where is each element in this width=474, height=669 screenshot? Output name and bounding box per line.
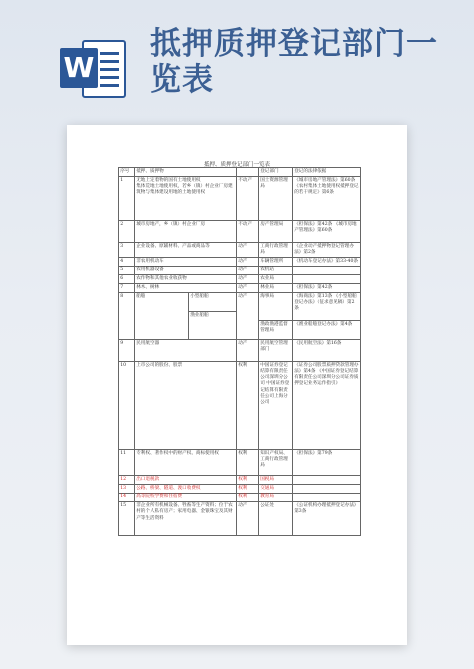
table-row: 12 出口退税款 权利 国税局 xyxy=(119,475,361,484)
table-row: 7 林木、树林 动产 林业局 《担保法》第42条 xyxy=(119,284,361,293)
col-header-dept: 登记部门 xyxy=(259,168,293,177)
table-row: 11 专利权、著作权中的财产权、商标使用权 权利 知识产权局、工商行政管理局 《担保法》第79条 xyxy=(119,449,361,475)
table-row: 3 企业设备、原辅材料、产品或商品等 动产 工商行政管理局 《企业动产抵押物登记管理办法》第2条 xyxy=(119,242,361,257)
word-letter-icon: W xyxy=(60,48,98,88)
col-header-item: 抵押、质押物 xyxy=(135,168,237,177)
table-header-row xyxy=(119,168,361,177)
registration-table xyxy=(118,167,361,536)
table-row: 10 上市公司的股份、股票 权利 中国证券登记结算有限责任公司深圳分公司 中国证券登记结算有限责任公司上海分公司 《证券公司股票质押贷款管理办法》第4条 《中国证券登记结算有限责任公司深圳分公司证券质押登记业务运作指引》 xyxy=(119,361,361,449)
table-row: 4 非农用机动车 动产 车辆管理所 《机动车登记办法》第33-40条 xyxy=(119,257,361,266)
table-row: 13 公路、桥梁、隧道、渡口收费权 权利 交通局 xyxy=(119,484,361,493)
table-row: 1 无地上定着物的国有土地使用权 集体荒地土地使用权，若乡（镇）村企业厂房建筑物与集体建设用地的土地使用权 不动产 国土资源管理局 《城市房地产管理法》第60条 《农村集体土地使用权抵押登记的若干规定》第6条 xyxy=(119,176,361,220)
table-row: 2 城市房地产，乡（镇）村企业厂房 不动产 房产管理局 《担保法》第42条 《城市房地产管理法》第60条 xyxy=(119,220,361,242)
table-row: 9 民用航空器 动产 民用航空管理部门 《民用航空法》第16条 xyxy=(119,339,361,361)
table-row: 6 农作物和其他农业收获物 动产 农业局 xyxy=(119,275,361,284)
col-header-category xyxy=(237,168,259,177)
word-doc-icon xyxy=(60,36,130,102)
table-row: 5 农用机器设备 动产 农机站 xyxy=(119,266,361,275)
document-page xyxy=(67,125,407,645)
document-title: 抵押、质押登记部门一览表 xyxy=(203,162,270,168)
header-banner xyxy=(0,0,474,118)
table-row: 15 非企业所有机械设备、牲畜等生产资料；位于农村的个人私有房产；家用电器、金银珠宝及其财产等生活资料 动产 公证处 《公证机构办理抵押登记办法》第3条 xyxy=(119,502,361,536)
table-row: 8 船舶 小型船舶 渔业船舶 动产 海事局 渔政渔港监督管理局 《海商法》第13条 《小型船舶登记办法》（征求意见稿）第2条 《渔业船舶登记办法》第4条 xyxy=(119,292,361,339)
col-header-law: 登记的法律依据 xyxy=(293,168,361,177)
table-row: 14 高等院校学费和住宿费 权利 教育局 xyxy=(119,493,361,502)
page-title: 抵押质押登记部门一览表 xyxy=(150,26,438,98)
col-header-no: 序号 xyxy=(119,168,135,177)
